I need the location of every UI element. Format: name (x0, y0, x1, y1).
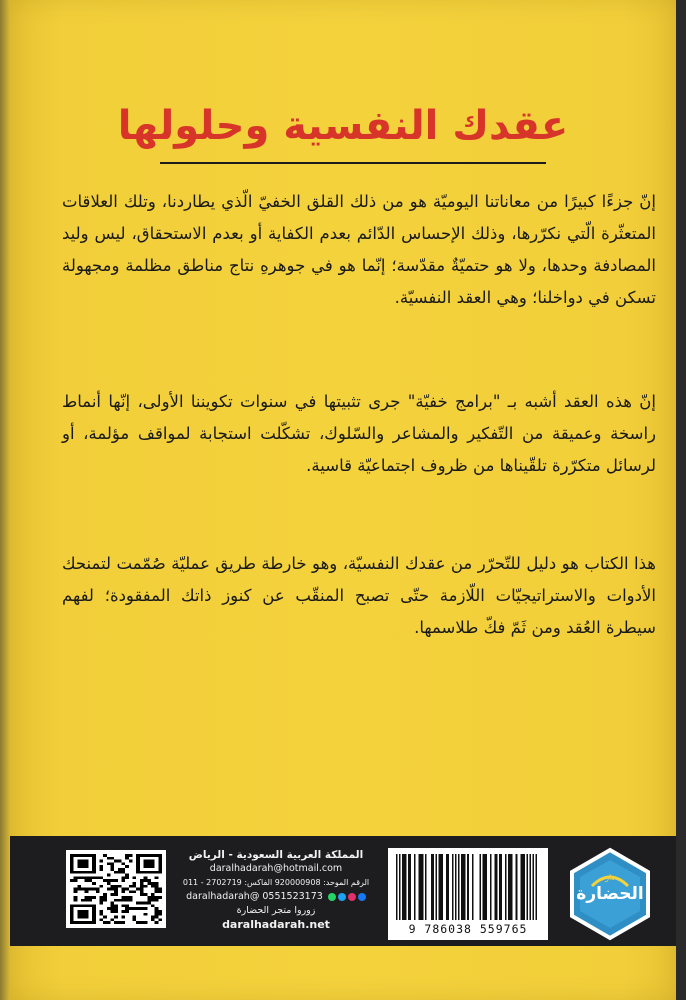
twitter-icon (338, 893, 346, 901)
publisher-website[interactable]: daralhadarah.net (222, 918, 330, 931)
publisher-store: زوروا متجر الحضارة (236, 905, 316, 916)
blurb-paragraph-2: إنّ هذه العقد أشبه بـ "برامج خفيّة" جرى تثبيتها في سنوات تكويننا الأولى، إنّها أنماط راسخة وعميقة من التّفكير والمشاعر والسّلوك، تشكّلت استجابة لمواقف مؤلمة، أو لرسائل متكرّرة تلقّيناها من ظروف اجتماعيّة قاسية. (62, 392, 656, 475)
blurb-paragraph-3: هذا الكتاب هو دليل للتّحرّر من عقدك النفسيّة، وهو خارطة طريق عمليّة صُمّمت لتمنحك الأدوات والاستراتيجيّات اللّازمة حتّى تصبح المنقّب عن كنوز ذاتك المفقودة؛ لفهم سيطرة العُقد ومن ثَمّ فكّ طلاسمها. (62, 554, 656, 637)
qr-code (66, 850, 166, 928)
title-underline (160, 162, 546, 164)
publisher-contact (176, 848, 376, 932)
publisher-social: 0551523173 @daralhadarah (186, 891, 323, 902)
publisher-phones: الرقم الموحد: 920000908 الفاكس: 2702719 - 011 (182, 878, 370, 887)
publisher-logo-name: الحضارة (576, 884, 644, 904)
publisher-country: المملكة العربية السعودية - الرياض (188, 849, 364, 861)
spine-edge (0, 0, 10, 1000)
publisher-email[interactable]: daralhadarah@hotmail.com (209, 863, 343, 874)
book-title: عقدك النفسية وحلولها (117, 103, 569, 149)
publisher-logo-prefix: دار (605, 873, 615, 882)
blurb-paragraph-1: إنّ جزءًا كبيرًا من معاناتنا اليوميّة هو من ذلك القلق الخفيّ الّذي يطاردنا، وتلك العلاقات المتعثّرة الّتي نكرّرها، وذلك الإحساس الدّائم بعدم الكفاية أو بعدم الاستحقاق، ليس وليد المصادفة وحدها، ولا هو حتميّةٌ مقدّسة؛ إنّما هو في جوهرهِ نتاج مناطق مظلمة ومجهولة تسكن في دواخلنا؛ وهي العقد النفسيّة. (62, 192, 656, 307)
isbn-number: 9 786038 559765 (408, 922, 528, 936)
whatsapp-icon (328, 893, 336, 901)
isbn-barcode (388, 848, 548, 940)
facebook-icon (358, 893, 366, 901)
instagram-icon (348, 893, 356, 901)
